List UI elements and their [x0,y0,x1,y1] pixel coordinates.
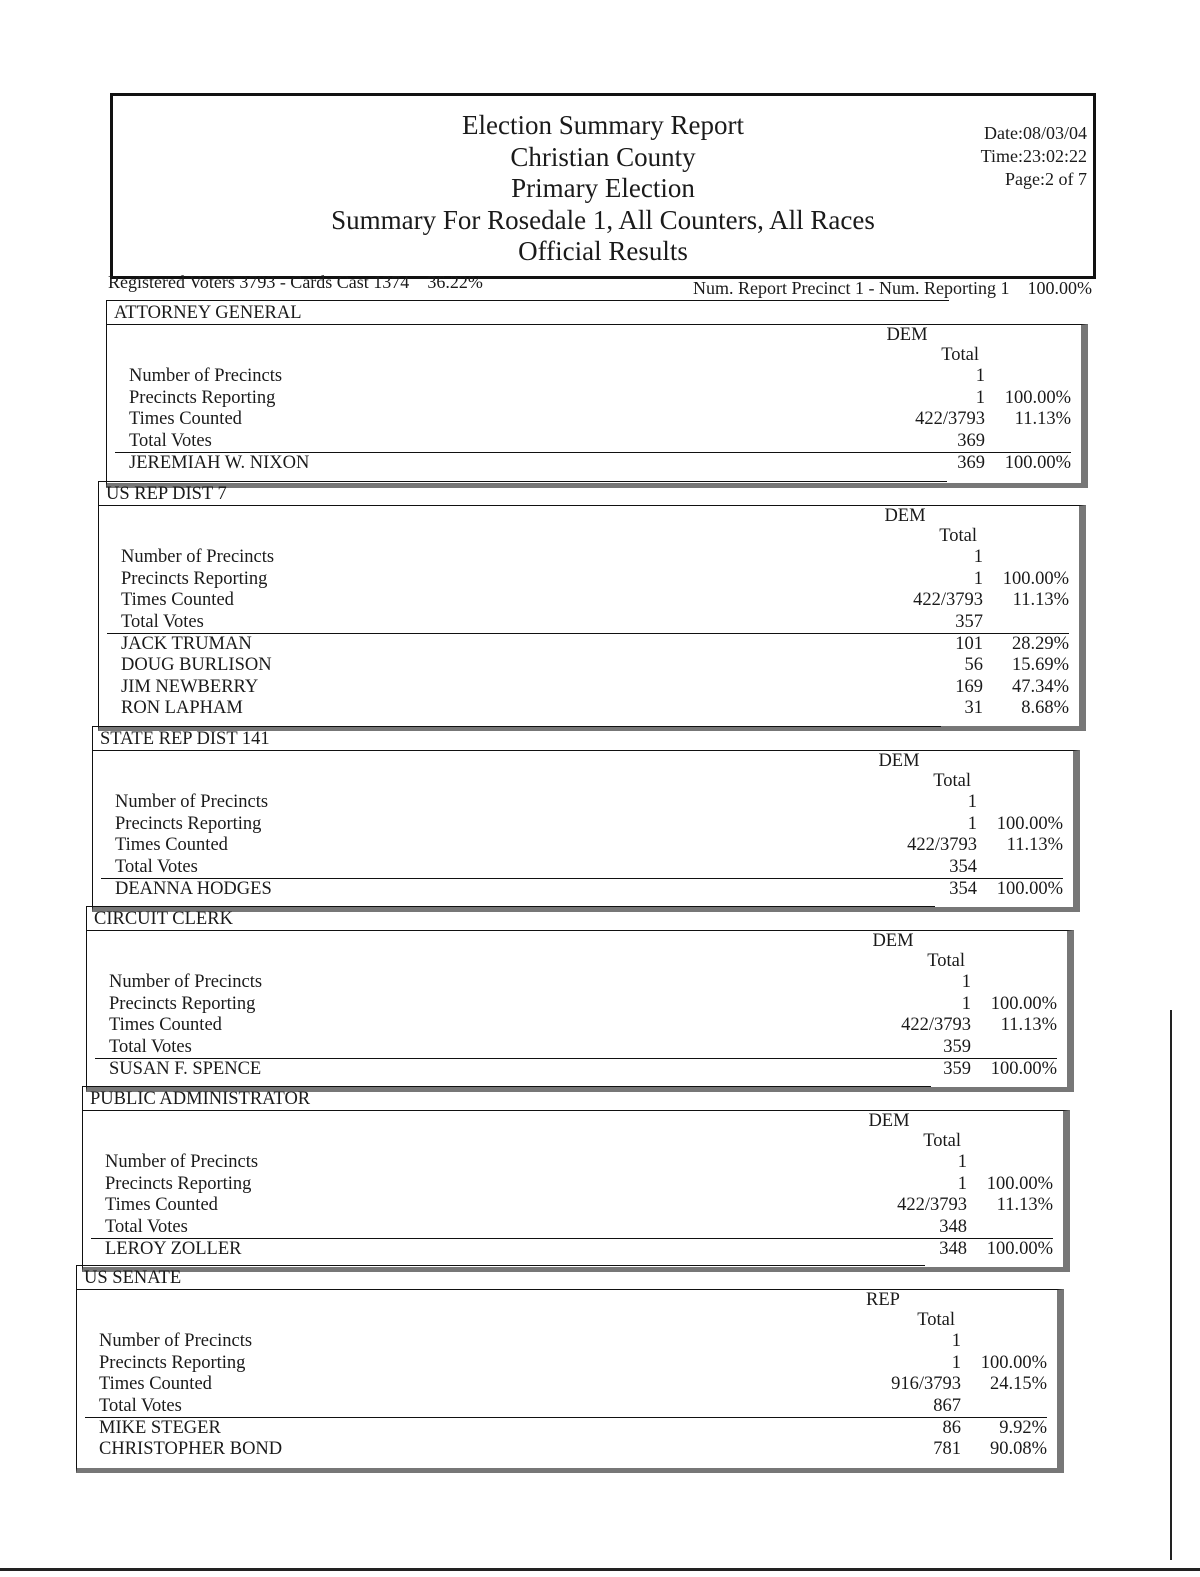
candidate-percent: 28.29% [1011,633,1069,654]
stat-total: 422/3793 [915,409,985,430]
stat-percent: 24.15% [989,1374,1047,1395]
candidate-votes: 359 [943,1058,971,1079]
race-table [92,750,1080,912]
total-column-header: Total [933,771,971,791]
registered-voters: Registered Voters 3793 - Cards Cast 1374 36.22% [108,272,483,292]
stat-label: Precincts Reporting [109,993,256,1014]
party-label: DEM [878,751,920,771]
candidate-row [121,655,1069,676]
stat-total: 1 [967,813,977,834]
stat-row [105,1217,1053,1238]
stat-percent: 100.00% [986,1173,1053,1194]
stat-row [99,1374,1047,1395]
stat-total: 422/3793 [907,835,977,856]
race-name: US SENATE [84,1268,182,1288]
race-name: ATTORNEY GENERAL [114,303,302,323]
candidate-row [121,677,1069,698]
candidate-votes: 169 [955,676,983,697]
party-label: REP [866,1290,900,1310]
stat-total: 1 [973,568,983,589]
stat-label: Number of Precincts [129,366,283,387]
candidate-votes: 56 [964,655,983,676]
stat-label: Times Counted [99,1374,212,1395]
report-page: Page:2 of 7 [1005,169,1087,189]
report-header [110,93,1096,279]
stat-total: 1 [961,972,971,993]
race-name: PUBLIC ADMINISTRATOR [90,1089,311,1109]
race-section [92,726,1080,912]
stat-total: 1 [957,1152,967,1173]
stat-total: 1 [957,1173,967,1194]
party-label: DEM [886,325,928,345]
candidate-name: DEANNA HODGES [115,878,272,899]
stat-row [129,388,1071,409]
stat-percent: 11.13% [1006,835,1063,856]
stat-row [115,792,1063,813]
candidate-row [99,1439,1047,1460]
total-column-header: Total [941,345,979,365]
stat-total: 348 [939,1216,967,1237]
candidate-percent: 100.00% [986,1238,1053,1259]
stat-row [99,1331,1047,1352]
stat-total: 867 [933,1395,961,1416]
candidate-votes: 348 [939,1238,967,1259]
stat-label: Number of Precincts [109,972,263,993]
scan-edge-bottom [0,1568,1200,1571]
title-line: Primary Election [511,173,695,203]
stat-label: Precincts Reporting [105,1173,252,1194]
stat-percent: 100.00% [996,813,1063,834]
stat-row [121,547,1069,568]
stat-percent: 100.00% [1002,568,1069,589]
stat-total: 357 [955,611,983,632]
candidate-votes: 86 [942,1417,961,1438]
stat-label: Precincts Reporting [115,813,262,834]
candidate-row [95,1058,1057,1080]
candidate-name: DOUG BURLISON [121,655,272,676]
stat-percent: 11.13% [1000,1015,1057,1036]
stat-label: Total Votes [109,1036,192,1057]
candidate-name: RON LAPHAM [121,698,243,719]
race-outline [98,481,947,506]
report-title [113,110,1093,268]
stat-total: 1 [951,1352,961,1373]
stat-label: Precincts Reporting [121,568,268,589]
candidate-row [107,633,1069,655]
report-date: Date:08/03/04 [984,123,1087,143]
stat-total: 1 [975,387,985,408]
stat-label: Precincts Reporting [99,1352,246,1373]
candidate-row [91,1238,1053,1260]
stat-percent: 100.00% [990,993,1057,1014]
report-meta [981,122,1087,191]
candidate-votes: 369 [957,452,985,473]
party-label: DEM [872,931,914,951]
stat-total: 369 [957,430,985,451]
title-line: Official Results [518,236,688,266]
race-outline [92,726,941,751]
stat-total: 1 [961,993,971,1014]
stat-label: Number of Precincts [105,1152,259,1173]
candidate-votes: 781 [933,1439,961,1460]
stat-label: Precincts Reporting [129,387,276,408]
stat-total: 1 [975,366,985,387]
candidate-percent: 100.00% [990,1058,1057,1079]
candidate-votes: 101 [955,633,983,654]
stat-row [109,972,1057,993]
stat-label: Times Counted [121,590,234,611]
stat-row [105,1195,1053,1216]
precincts-reporting-summary: Num. Report Precinct 1 - Num. Reporting 1 100.00% [693,278,1092,298]
candidate-row [101,878,1063,900]
total-column-header: Total [927,951,965,971]
stat-label: Total Votes [115,856,198,877]
race-outline [86,906,935,931]
summary-row [108,272,1092,298]
title-line: Summary For Rosedale 1, All Counters, All Races [331,204,875,235]
candidate-name: LEROY ZOLLER [105,1238,242,1259]
race-section [98,481,1086,731]
stat-row [121,612,1069,633]
stat-row [121,590,1069,611]
stat-label: Number of Precincts [115,792,269,813]
race-table [98,505,1086,731]
total-column-header: Total [923,1131,961,1151]
stat-label: Number of Precincts [121,547,275,568]
stat-total: 1 [973,547,983,568]
race-outline [76,1265,925,1290]
stat-row [115,857,1063,878]
stat-total: 354 [949,856,977,877]
stat-row [109,1015,1057,1036]
race-section [106,300,1088,488]
total-column-header: Total [917,1310,955,1330]
stat-row [129,366,1071,387]
candidate-row [115,452,1071,474]
stat-row [99,1353,1047,1374]
title-line: Christian County [510,141,696,172]
stat-total: 422/3793 [897,1195,967,1216]
candidate-percent: 15.69% [1011,655,1069,676]
party-label: DEM [884,506,926,526]
race-outline [82,1086,931,1111]
candidate-name: JEREMIAH W. NIXON [129,452,310,473]
stat-percent: 11.13% [1014,409,1071,430]
race-section [82,1086,1070,1272]
stat-total: 422/3793 [913,590,983,611]
candidate-row [121,698,1069,719]
candidate-votes: 31 [964,698,983,719]
stat-label: Number of Precincts [99,1331,253,1352]
race-name: STATE REP DIST 141 [100,729,270,749]
candidate-name: JACK TRUMAN [121,633,252,654]
candidate-votes: 354 [949,878,977,899]
candidate-percent: 47.34% [1011,676,1069,697]
race-table [86,930,1074,1092]
stat-label: Total Votes [129,430,212,451]
candidate-name: CHRISTOPHER BOND [99,1439,283,1460]
stat-label: Total Votes [99,1395,182,1416]
stat-row [105,1152,1053,1173]
race-table [106,324,1088,488]
stat-label: Times Counted [105,1195,218,1216]
report-time: Time:23:02:22 [980,146,1087,166]
stat-row [99,1396,1047,1417]
stat-row [109,994,1057,1015]
party-label: DEM [868,1111,910,1131]
race-table [82,1110,1070,1272]
scan-edge-right [1170,1010,1172,1560]
candidate-name: MIKE STEGER [99,1417,221,1438]
stat-row [121,569,1069,590]
stat-row [105,1174,1053,1195]
stat-total: 1 [967,792,977,813]
race-section [86,906,1074,1092]
candidate-percent: 100.00% [1004,452,1071,473]
stat-row [129,409,1071,430]
stat-total: 916/3793 [891,1374,961,1395]
stat-total: 359 [943,1036,971,1057]
stat-label: Times Counted [109,1015,222,1036]
stat-label: Times Counted [129,409,242,430]
race-table [76,1289,1064,1473]
candidate-name: JIM NEWBERRY [121,676,259,697]
race-name: US REP DIST 7 [106,484,227,504]
stat-percent: 11.13% [996,1195,1053,1216]
stat-percent: 11.13% [1012,590,1069,611]
stat-percent: 100.00% [980,1352,1047,1373]
race-name: CIRCUIT CLERK [94,909,233,929]
candidate-percent: 8.68% [1021,698,1069,719]
stat-label: Times Counted [115,835,228,856]
candidate-row [85,1417,1047,1439]
stat-percent: 100.00% [1004,387,1071,408]
race-outline [106,300,949,325]
stat-row [129,431,1071,452]
candidate-percent: 90.08% [989,1439,1047,1460]
stat-label: Total Votes [105,1216,188,1237]
race-section [76,1265,1064,1473]
candidate-name: SUSAN F. SPENCE [109,1058,262,1079]
candidate-percent: 100.00% [996,878,1063,899]
title-line: Election Summary Report [462,110,744,140]
total-column-header: Total [939,526,977,546]
stat-row [115,835,1063,856]
stat-label: Total Votes [121,611,204,632]
stat-total: 422/3793 [901,1015,971,1036]
candidate-percent: 9.92% [999,1417,1047,1438]
stat-total: 1 [951,1331,961,1352]
stat-row [115,814,1063,835]
stat-row [109,1037,1057,1058]
